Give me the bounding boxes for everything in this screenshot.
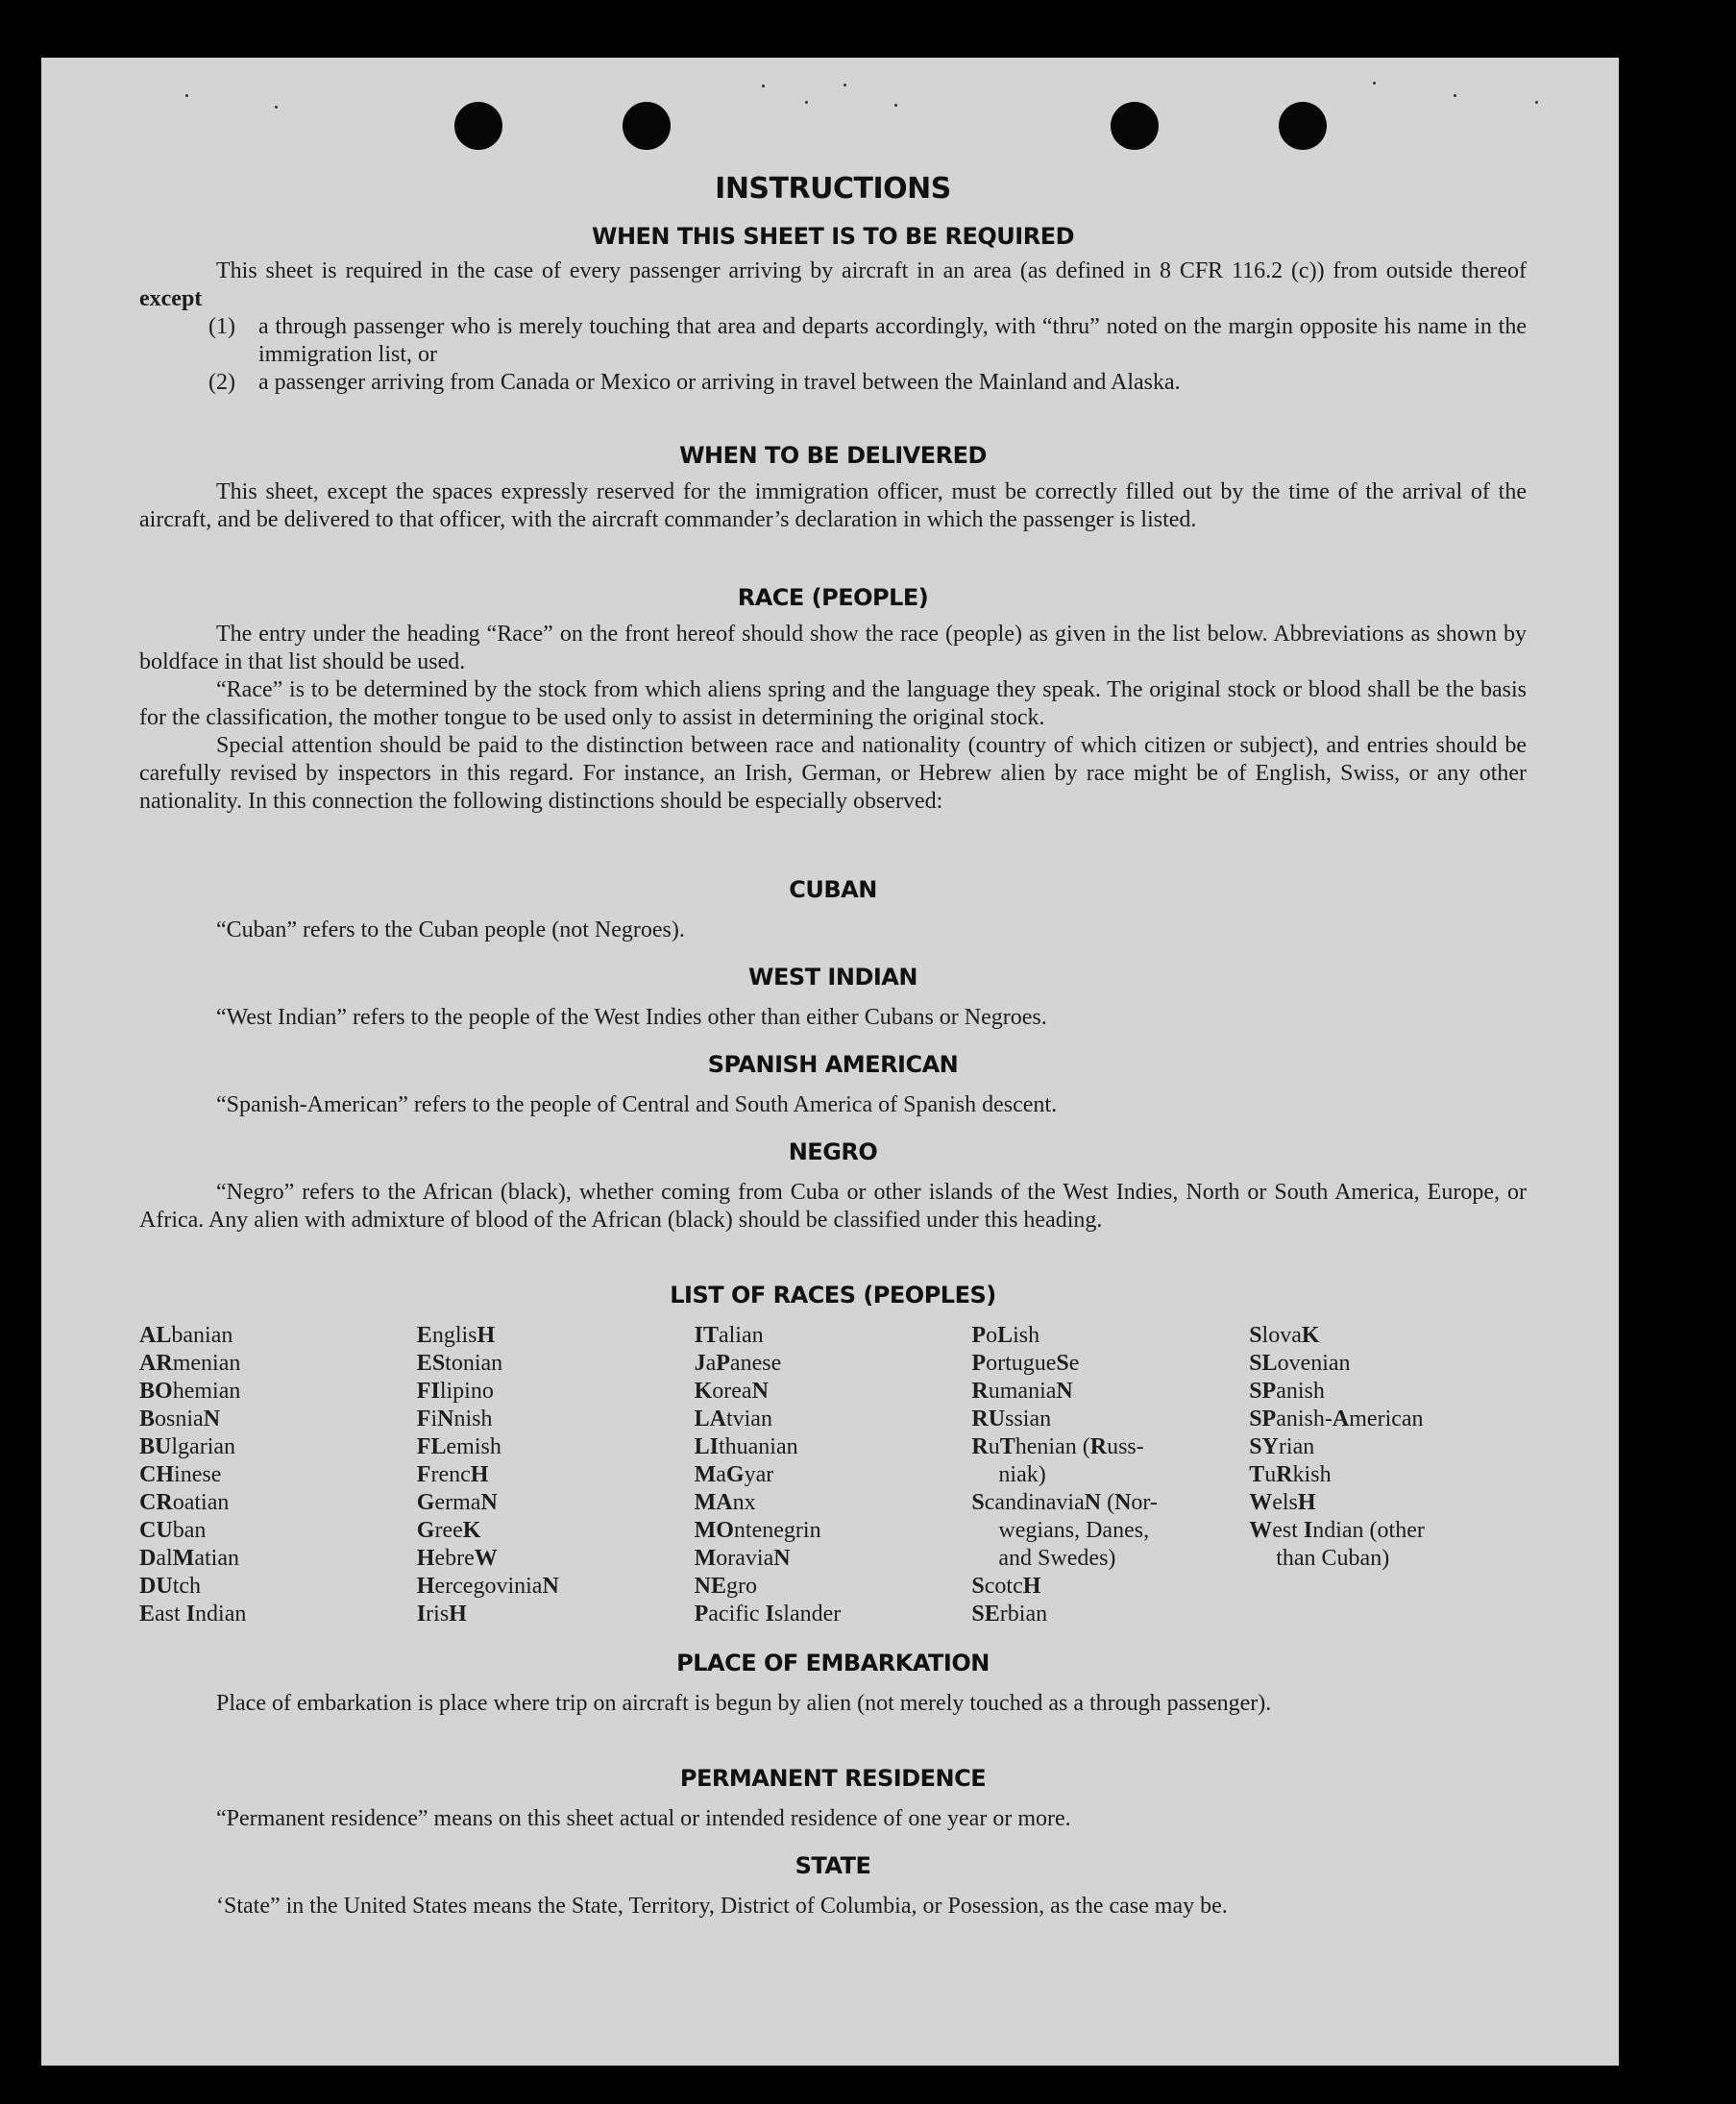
race-column xyxy=(139,1322,417,1628)
paragraph: This sheet is required in the case of every passenger arriving by aircraft in an area (as defined in 8 CFR 116.2 (c)) from outside thereof except xyxy=(139,258,1527,311)
paragraph: Place of embarkation is place where trip on aircraft is begun by alien (not merely touched as a through passenger). xyxy=(216,1691,1272,1716)
race-entry: MaGyar xyxy=(694,1462,774,1487)
race-entry: EnglisH xyxy=(416,1323,496,1348)
race-entry: PoLish xyxy=(971,1323,1040,1348)
section-heading: RACE (PEOPLE) xyxy=(737,584,929,611)
race-entry: FLemish xyxy=(416,1434,501,1459)
race-entry: TuRkish xyxy=(1249,1462,1332,1487)
paragraph: “West Indian” refers to the people of the West Indies other than either Cubans or Negroes. xyxy=(216,1005,1047,1030)
race-entry: wegians, Danes, xyxy=(998,1518,1150,1543)
race-entry: and Swedes) xyxy=(998,1546,1116,1571)
form-sheet xyxy=(41,58,1619,2066)
race-entry: SPanish-American xyxy=(1249,1407,1424,1431)
section-heading: STATE xyxy=(795,1852,871,1879)
punch-hole xyxy=(1279,102,1327,150)
race-entry: GreeK xyxy=(416,1518,481,1543)
race-entry: LAtvian xyxy=(694,1407,772,1431)
race-entry: SErbian xyxy=(971,1602,1048,1627)
paragraph: ‘State” in the United States means the State, Territory, District of Columbia, or Posession, as the case may be. xyxy=(216,1894,1228,1919)
race-entry: FIlipino xyxy=(416,1379,494,1404)
section-heading: WHEN THIS SHEET IS TO BE REQUIRED xyxy=(591,223,1075,250)
section-heading: WHEN TO BE DELIVERED xyxy=(679,442,987,469)
section-embarkation xyxy=(139,1650,1527,1718)
section-spanish-american xyxy=(139,1051,1527,1119)
race-entry: Pacific Islander xyxy=(694,1602,842,1627)
race-entry: than Cuban) xyxy=(1276,1546,1390,1571)
race-entry: SLovenian xyxy=(1249,1351,1351,1376)
race-entry: SPanish xyxy=(1249,1379,1325,1404)
section-race xyxy=(139,584,1527,816)
race-columns xyxy=(139,1322,1527,1628)
section-heading: WEST INDIAN xyxy=(748,964,917,991)
race-entry: BOhemian xyxy=(139,1379,241,1404)
race-entry: West Indian (other xyxy=(1249,1518,1425,1543)
section-west-indian xyxy=(139,964,1527,1032)
race-entry: RumaniaN xyxy=(971,1379,1073,1404)
race-entry: CRoatian xyxy=(139,1490,230,1515)
section-permanent-residence xyxy=(139,1765,1527,1833)
race-entry: ALbanian xyxy=(139,1323,233,1348)
race-entry: BUlgarian xyxy=(139,1434,236,1459)
race-entry: CUban xyxy=(139,1518,207,1543)
race-entry: ITalian xyxy=(694,1323,764,1348)
race-entry: DUtch xyxy=(139,1574,202,1599)
section-when-delivered xyxy=(139,442,1527,534)
race-entry: DalMatian xyxy=(139,1546,239,1571)
race-entry: ARmenian xyxy=(139,1351,241,1376)
paragraph: Special attention should be paid to the distinction between race and nationality (country of which citizen or subject), and entries should be carefully revised by inspectors in this regard. For instance, an Irish, German, or Hebrew alien by race might be of English, Swiss, or any other nationality. In this connection the following distinctions should be especially observed: xyxy=(139,733,1527,814)
paragraph: “Cuban” refers to the Cuban people (not Negroes). xyxy=(216,917,685,942)
section-heading: PLACE OF EMBARKATION xyxy=(676,1650,990,1676)
race-entry: HebreW xyxy=(416,1546,498,1571)
list-item: (2) a passenger arriving from Canada or Mexico or arriving in travel between the Mainland and Alaska. xyxy=(208,370,1181,395)
race-entry: WelsH xyxy=(1249,1490,1316,1515)
race-entry: RUssian xyxy=(971,1407,1052,1431)
section-heading: PERMANENT RESIDENCE xyxy=(679,1765,987,1792)
race-entry: LIthuanian xyxy=(694,1434,798,1459)
race-entry: PortugueSe xyxy=(971,1351,1080,1376)
section-when-required xyxy=(139,223,1527,397)
race-entry: East Indian xyxy=(139,1602,247,1627)
list-item: (1) a through passenger who is merely touching that area and departs accordingly, with “thru” noted on the margin opposite his name in the immigration list, or xyxy=(208,314,1527,367)
race-entry: niak) xyxy=(998,1462,1046,1487)
race-entry: RuThenian (Russ- xyxy=(971,1434,1144,1459)
race-entry: MAnx xyxy=(694,1490,756,1515)
section-heading: NEGRO xyxy=(788,1138,878,1165)
race-column xyxy=(417,1322,695,1628)
race-entry: SYrian xyxy=(1249,1434,1315,1459)
race-entry: NEgro xyxy=(694,1574,757,1599)
race-entry: ScotcH xyxy=(971,1574,1041,1599)
race-entry: GermaN xyxy=(416,1490,498,1515)
race-entry: CHinese xyxy=(139,1462,222,1487)
section-cuban xyxy=(139,876,1527,944)
section-heading: SPANISH AMERICAN xyxy=(707,1051,959,1078)
race-entry: JaPanese xyxy=(694,1351,782,1376)
paragraph: “Race” is to be determined by the stock from which aliens spring and the language they speak. The original stock or blood shall be the basis for the classification, the mother tongue to be used only to assist in determining the original stock. xyxy=(139,677,1527,730)
race-entry: EStonian xyxy=(416,1351,503,1376)
paragraph: This sheet, except the spaces expressly reserved for the immigration officer, must be correctly filled out by the time of the arrival of the aircraft, and be delivered to that officer, with the aircraft commander’s declaration in which the passenger is listed. xyxy=(139,479,1527,532)
punch-hole xyxy=(454,102,502,150)
section-list-of-races xyxy=(139,1282,1527,1628)
race-entry: HercegoviniaN xyxy=(416,1574,559,1599)
page-title: INSTRUCTIONS xyxy=(715,172,951,206)
punch-hole xyxy=(623,102,671,150)
paragraph: “Spanish-American” refers to the people of Central and South America of Spanish descent. xyxy=(216,1092,1058,1117)
race-entry: ScandinaviaN (Nor- xyxy=(971,1490,1158,1515)
race-column xyxy=(1249,1322,1527,1628)
race-column xyxy=(971,1322,1249,1628)
paragraph: “Permanent residence” means on this sheet actual or intended residence of one year or more. xyxy=(216,1806,1071,1831)
section-heading: CUBAN xyxy=(789,876,877,903)
race-entry: MoraviaN xyxy=(694,1546,791,1571)
race-entry: BosniaN xyxy=(139,1407,221,1431)
exception-list xyxy=(139,313,1527,397)
paragraph: The entry under the heading “Race” on the front hereof should show the race (people) as given in the list below. Abbreviations as shown by boldface in that list should be used. xyxy=(139,622,1527,674)
section-negro xyxy=(139,1138,1527,1235)
race-entry: FiNnish xyxy=(416,1407,493,1431)
race-entry: KoreaN xyxy=(694,1379,769,1404)
race-column xyxy=(695,1322,972,1628)
paragraph: “Negro” refers to the African (black), whether coming from Cuba or other islands of the West Indies, North or South America, Europe, or Africa. Any alien with admixture of blood of the African (black) should be classified under this heading. xyxy=(139,1180,1527,1233)
race-entry: MOntenegrin xyxy=(694,1518,821,1543)
punch-hole xyxy=(1111,102,1159,150)
section-state xyxy=(139,1852,1527,1921)
race-entry: SlovaK xyxy=(1249,1323,1320,1348)
section-heading: LIST OF RACES (PEOPLES) xyxy=(670,1282,996,1309)
race-entry: IrisH xyxy=(416,1602,467,1627)
race-entry: FrencH xyxy=(416,1462,489,1487)
